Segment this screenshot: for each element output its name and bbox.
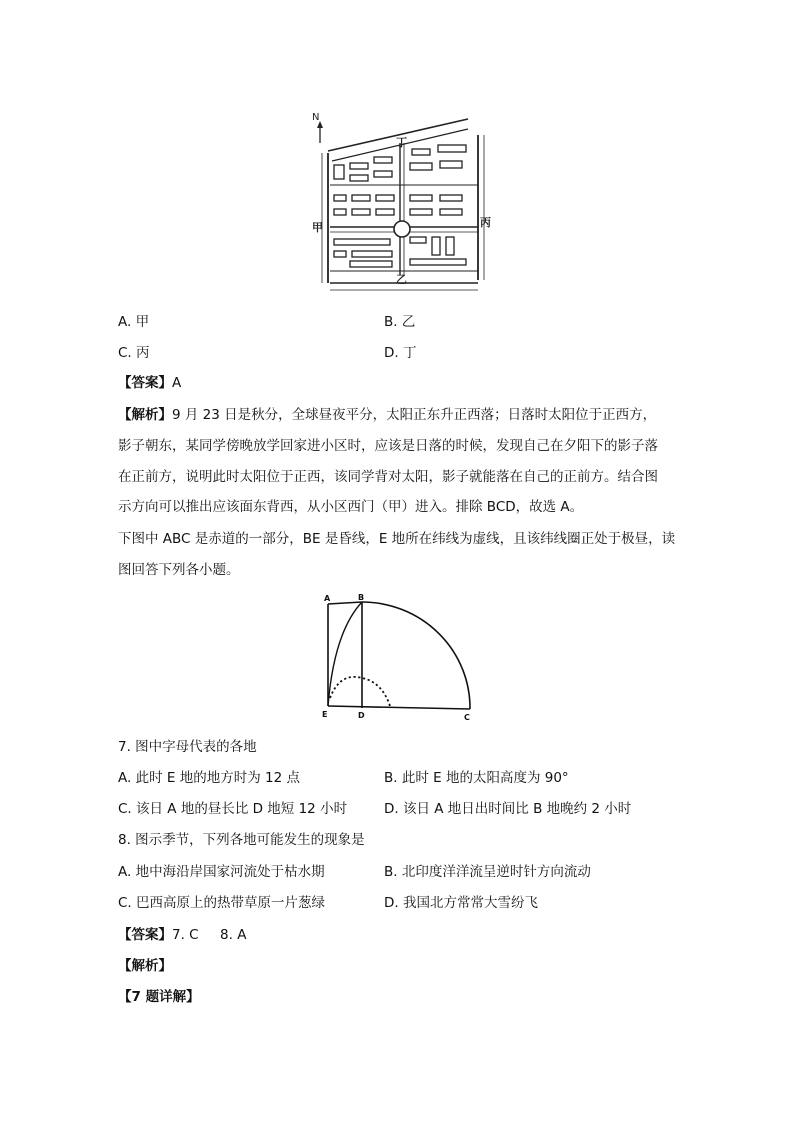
label-d: D xyxy=(358,711,365,720)
answer-value: A xyxy=(172,375,182,391)
q7-option-b: B. 此时 E 地的太阳高度为 90° xyxy=(384,770,569,786)
line-ec xyxy=(328,706,470,709)
gate-east-label: 丙 xyxy=(480,216,491,229)
label-e: E xyxy=(322,710,328,719)
q7-option-c: C. 该日 A 地的昼长比 D 地短 12 小时 xyxy=(118,801,348,817)
gate-north-label: 丁 xyxy=(396,136,407,149)
latitude-dotted-arc xyxy=(330,677,390,706)
roundabout xyxy=(394,221,410,237)
prev-option-d: D. 丁 xyxy=(384,345,417,361)
q8-stem: 8. 图示季节，下列各地可能发生的现象是 xyxy=(118,832,365,848)
gate-south-label: 乙 xyxy=(396,273,407,286)
intro-line-1: 下图中 ABC 是赤道的一部分，BE 是昏线，E 地所在纬线为虚线，且该纬线圈正处于极昼，读 xyxy=(118,531,676,547)
analysis-heading: 【解析】 xyxy=(118,958,172,974)
prev-analysis-line-4: 示方向可以推出应该面东背西，从小区西门（甲）进入。排除 BCD，故选 A。 xyxy=(118,499,584,515)
buildings-northeast xyxy=(410,145,466,215)
equator-terminator-figure xyxy=(318,592,480,722)
analysis-label: 【解析】 xyxy=(118,407,172,423)
terminator-be xyxy=(328,602,362,706)
gate-west-label: 甲 xyxy=(312,221,323,234)
answers-label: 【答案】 xyxy=(118,927,172,943)
prev-option-c: C. 丙 xyxy=(118,345,150,361)
answer-label: 【答案】 xyxy=(118,375,172,391)
arc-bc xyxy=(362,602,470,709)
line-ab xyxy=(328,602,362,604)
residential-map-figure xyxy=(300,105,500,300)
buildings-northwest xyxy=(334,157,394,215)
intro-line-2: 图回答下列各小题。 xyxy=(118,562,240,578)
prev-option-b: B. 乙 xyxy=(384,314,416,330)
buildings-southeast xyxy=(410,237,466,265)
q8-option-d: D. 我国北方常常大雪纷飞 xyxy=(384,895,538,911)
q8-option-b: B. 北印度洋洋流呈逆时针方向流动 xyxy=(384,864,591,880)
q7-option-a: A. 此时 E 地的地方时为 12 点 xyxy=(118,770,300,786)
prev-analysis-line-2: 影子朝东，某同学傍晚放学回家进小区时，应该是日落的时候，发现自己在夕阳下的影子落 xyxy=(118,438,658,454)
label-c: C xyxy=(464,713,470,722)
buildings-southwest xyxy=(334,239,392,267)
q8-option-a: A. 地中海沿岸国家河流处于枯水期 xyxy=(118,864,325,880)
north-label: N xyxy=(312,112,320,123)
answers-value: 7. C 8. A xyxy=(172,927,247,943)
prev-analysis-line-1: 【解析】9 月 23 日是秋分，全球昼夜平分，太阳正东升正西落；日落时太阳位于正西方， xyxy=(118,407,657,423)
prev-analysis-line-3: 在正前方，说明此时太阳位于正西，该同学背对太阳，影子就能落在自己的正前方。结合图 xyxy=(118,469,658,485)
q7-option-d: D. 该日 A 地日出时间比 B 地晚约 2 小时 xyxy=(384,801,632,817)
answers-7-8 xyxy=(118,926,246,944)
prev-option-a: A. 甲 xyxy=(118,314,150,330)
prev-answer xyxy=(118,374,181,392)
q8-option-c: C. 巴西高原上的热带草原一片葱绿 xyxy=(118,895,326,911)
q7-detail-heading: 【7 题详解】 xyxy=(118,989,200,1005)
label-b: B xyxy=(358,593,365,602)
q7-stem: 7. 图中字母代表的各地 xyxy=(118,739,257,755)
label-a: A xyxy=(324,594,331,603)
